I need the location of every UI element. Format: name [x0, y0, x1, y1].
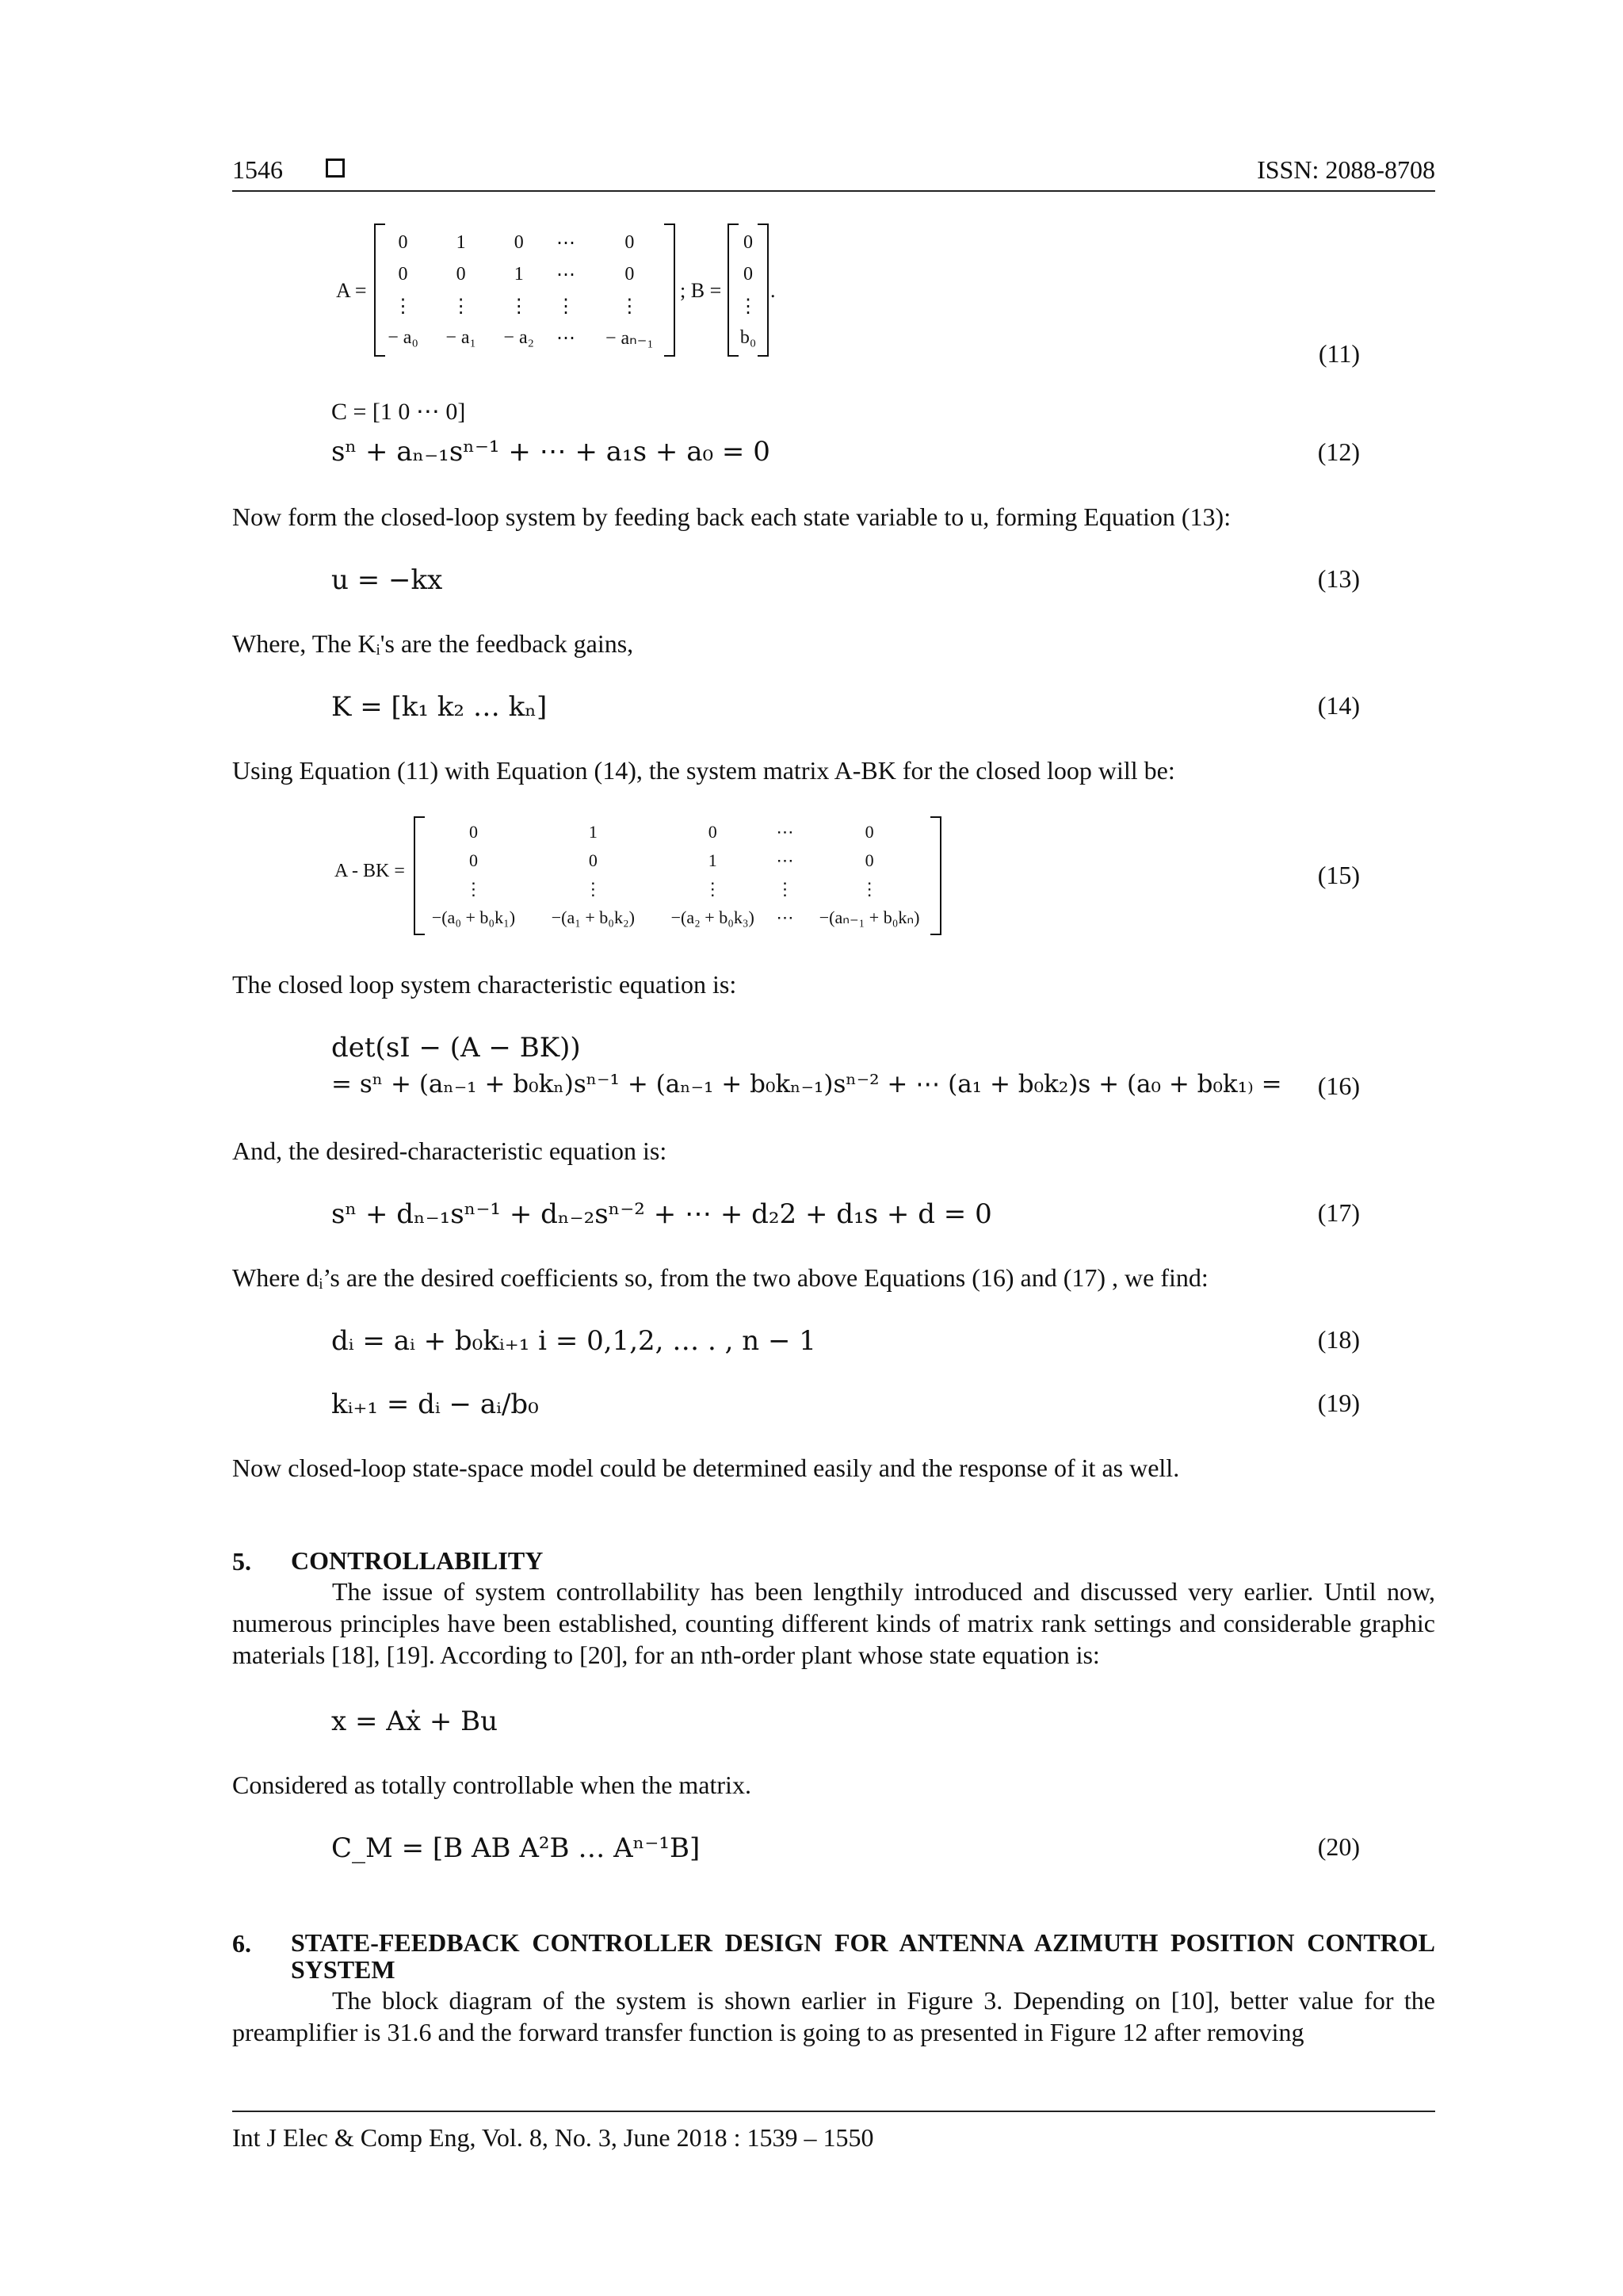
matrix-cell: ⋮	[704, 879, 722, 899]
matrix-cell: −(a₂ + b₀k₃)	[670, 907, 754, 927]
matrix-cell: 0	[865, 822, 874, 842]
paragraph: The closed loop system characteristic equation is:	[232, 970, 737, 999]
matrix-a-label: A =	[336, 279, 367, 302]
matrix-cell: 1	[588, 822, 598, 842]
section-paragraph: The issue of system controllability has been lengthily introduced and discussed very earlier. Until now, numerous principles have been established, counting different kinds of matrix rank settings and considerable graphic materials [18], [19]. According to [20], for an nth-order plant whose state equation is:	[232, 1577, 1435, 1669]
matrix-row	[374, 322, 675, 353]
matrix-cell: ⋮	[509, 296, 529, 317]
equation-16-line1: det(sI − (A − BK))	[331, 1032, 581, 1064]
equation-18: dᵢ = aᵢ + b₀kᵢ₊₁ i = 0,1,2, … . , n − 1	[331, 1325, 816, 1357]
equation-number-13: (13)	[1317, 564, 1360, 593]
equation-number-14: (14)	[1317, 691, 1360, 720]
equation-12: sⁿ + aₙ₋₁sⁿ⁻¹ + ⋯ + a₁s + a₀ = 0	[331, 436, 770, 468]
matrix-cell: 1	[456, 231, 466, 253]
square-icon	[326, 159, 345, 178]
issn: ISSN: 2088-8708	[1257, 155, 1435, 184]
equation-13: u = −kx	[331, 564, 443, 596]
matrix-cell: ⋮	[861, 879, 879, 899]
matrix-cell: − a₂	[503, 327, 534, 348]
matrix-cell: −(a₀ + b₀k₁)	[431, 907, 516, 927]
matrix-cell: ⋯	[556, 327, 575, 349]
equation-number-11: (11)	[1318, 339, 1360, 368]
equation-number-19: (19)	[1317, 1389, 1360, 1417]
matrix-cell: ⋮	[464, 879, 483, 899]
paragraph: Considered as totally controllable when the matrix.	[232, 1771, 751, 1799]
matrix-cell: ⋮	[739, 296, 758, 317]
paragraph: Where, The Kᵢ's are the feedback gains,	[232, 629, 634, 658]
section-number: 5.	[232, 1547, 251, 1576]
matrix-row	[374, 227, 675, 258]
paragraph: Now closed-loop state-space model could be determined easily and the response of it as well.	[232, 1454, 1180, 1482]
equation-number-16: (16)	[1317, 1072, 1360, 1100]
matrix-abk-label: A - BK =	[334, 861, 405, 881]
matrix-abk	[414, 816, 941, 935]
matrix-b-label: ; B =	[680, 279, 722, 302]
matrix-cell: ⋮	[584, 879, 602, 899]
equation-number-17: (17)	[1317, 1198, 1360, 1227]
page-header	[232, 155, 1435, 192]
equation-17: sⁿ + dₙ₋₁sⁿ⁻¹ + dₙ₋₂sⁿ⁻² + ⋯ + d₂2 + d₁s + d = 0	[331, 1198, 992, 1230]
matrix-cell: ⋯	[556, 264, 575, 285]
matrix-cell: ⋮	[451, 296, 471, 317]
matrix-b	[727, 223, 769, 357]
section-title: STATE-FEEDBACK CONTROLLER DESIGN FOR ANTENNA AZIMUTH POSITION CONTROL SYSTEM	[291, 1928, 1435, 1984]
matrix-cell: 0	[398, 231, 408, 253]
matrix-row	[374, 258, 675, 290]
equation-16-line2: = sⁿ + (aₙ₋₁ + b₀kₙ)sⁿ⁻¹ + (aₙ₋₁ + b₀kₙ₋₁)sⁿ⁻² + ⋯ (a₁ + b₀k₂)s + (a₀ + b₀k₁₎ =	[331, 1070, 1282, 1098]
matrix-a	[374, 223, 675, 357]
matrix-cell: − a₀	[388, 327, 418, 348]
equation-number-18: (18)	[1317, 1325, 1360, 1354]
matrix-row	[414, 904, 941, 932]
matrix-cell: ⋯	[776, 822, 794, 842]
matrix-cell: 1	[708, 850, 717, 870]
equation-14: K = [k₁ k₂ … kₙ]	[331, 691, 548, 723]
matrix-cell: 0	[514, 231, 524, 253]
matrix-cell: ⋯	[556, 232, 575, 254]
section-heading	[232, 1929, 1435, 1985]
matrix-cell: − a₁	[445, 327, 476, 348]
section-number: 6.	[232, 1929, 251, 1958]
matrix-cell: 0	[468, 850, 478, 870]
paragraph: Now form the closed-loop system by feeding back each state variable to u, forming Equation (13):	[232, 502, 1232, 531]
matrix-b-period: .	[770, 279, 776, 302]
matrix-cell: 0	[743, 263, 753, 285]
paragraph: And, the desired-characteristic equation is:	[232, 1137, 667, 1165]
equation-number-20: (20)	[1317, 1832, 1360, 1861]
matrix-cell: ⋯	[776, 850, 794, 870]
matrix-row	[414, 875, 941, 904]
section-title: CONTROLLABILITY	[291, 1546, 544, 1575]
matrix-cell: −(a₁ + b₀k₂)	[551, 907, 635, 927]
paragraph: Where dᵢ’s are the desired coefficients so, from the two above Equations (16) and (17) , we find:	[232, 1263, 1209, 1292]
matrix-cell: b₀	[739, 327, 757, 348]
matrix-cell: ⋮	[776, 879, 794, 899]
matrix-cell: 1	[514, 263, 524, 285]
matrix-cell: −(aₙ₋₁ + b₀kₙ)	[819, 907, 920, 927]
state-equation: x = Aẋ + Bu	[331, 1706, 498, 1737]
matrix-cell: 0	[456, 263, 466, 285]
matrix-row	[414, 818, 941, 846]
paragraph: Using Equation (11) with Equation (14), the system matrix A-BK for the closed loop will be:	[232, 756, 1175, 785]
matrix-cell: 0	[708, 822, 717, 842]
matrix-cell: ⋯	[776, 907, 794, 927]
matrix-cell: ⋮	[620, 296, 640, 317]
matrix-c: C = [1 0 ⋯ 0]	[331, 399, 466, 425]
equation-20: C_M = [B AB A²B … Aⁿ⁻¹B]	[331, 1832, 701, 1864]
equation-number-15: (15)	[1317, 861, 1360, 889]
matrix-cell: 0	[865, 850, 874, 870]
page-footer: Int J Elec & Comp Eng, Vol. 8, No. 3, June 2018 : 1539 – 1550	[232, 2111, 1435, 2153]
matrix-cell: ⋮	[393, 296, 413, 317]
equation-number-12: (12)	[1317, 437, 1360, 466]
equation-19: kᵢ₊₁ = dᵢ − aᵢ/b₀	[331, 1389, 539, 1420]
matrix-cell: 0	[624, 263, 635, 285]
matrix-row	[374, 290, 675, 322]
page-number: 1546	[232, 155, 283, 184]
matrix-cell: ⋮	[556, 296, 575, 317]
matrix-cell: 0	[468, 822, 478, 842]
matrix-cell: 0	[624, 231, 635, 253]
matrix-cell: − aₙ₋₁	[605, 327, 654, 349]
section-paragraph: The block diagram of the system is shown earlier in Figure 3. Depending on [10], better value for the preamplifier is 31.6 and the forward transfer function is going to as presented in Figure 12 after removing	[232, 1986, 1435, 2046]
matrix-cell: 0	[398, 263, 408, 285]
matrix-cell: 0	[588, 850, 598, 870]
matrix-row	[414, 846, 941, 875]
matrix-cell: 0	[743, 231, 753, 253]
